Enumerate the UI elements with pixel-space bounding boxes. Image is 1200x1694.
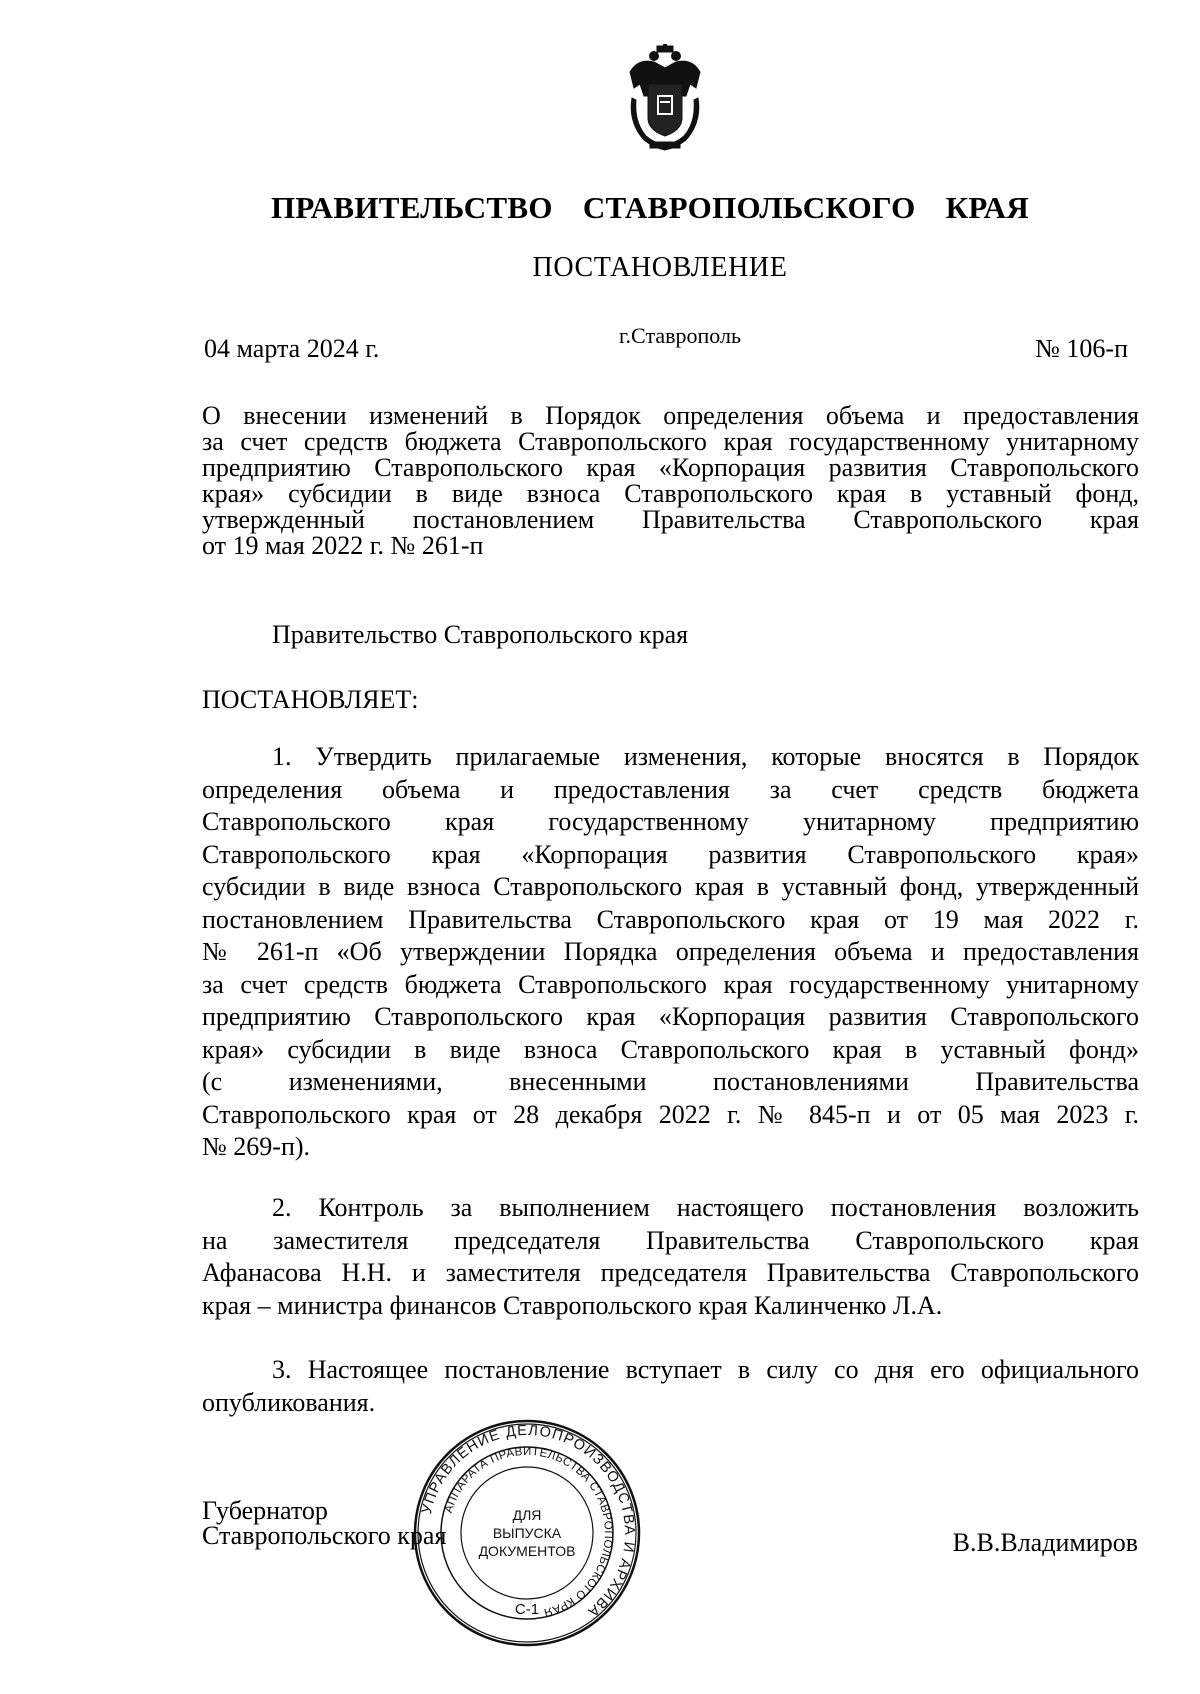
document-date: 04 марта 2024 г. [204, 334, 380, 363]
document-type: ПОСТАНОВЛЕНИЕ [532, 252, 788, 283]
stamp-center-line: ВЫПУСКА [492, 1525, 562, 1541]
subject-line: края» субсидии в виде взноса Ставропольского края в уставный фонд, [202, 479, 1139, 508]
subject-line: О внесении изменений в Порядок определения объема и предоставления [202, 401, 1139, 430]
stamp-center-line: ДОКУМЕНТОВ [478, 1543, 576, 1559]
paragraph-line: постановлением Правительства Ставропольского края от 19 мая 2022 г. [202, 904, 1139, 934]
signature-title-line: Губернатор [202, 1496, 328, 1525]
stamp-outer-text: УПРАВЛЕНИЕ ДЕЛОПРОИЗВОДСТВА И АРХИВА [418, 1422, 638, 1621]
paragraph-line: 1. Утвердить прилагаемые изменения, которые вносятся в Порядок [272, 742, 1139, 771]
paragraph-line: Афанасова Н.Н. и заместителя председателя Правительства Ставропольского [202, 1258, 1139, 1287]
paragraph-line: предприятию Ставропольского края «Корпорация развития Ставропольского [202, 1002, 1139, 1031]
stamp-center-line: ДЛЯ [512, 1507, 542, 1523]
preamble-verb: ПОСТАНОВЛЯЕТ: [202, 685, 419, 714]
paragraph-line: Ставропольского края государственному унитарному предприятию [202, 807, 1139, 836]
official-stamp [412, 1418, 642, 1648]
paragraph-line: за счет средств бюджета Ставропольского края государственному унитарному [202, 969, 1139, 999]
subject-line: за счет средств бюджета Ставропольского края государственному унитарному [202, 427, 1139, 456]
paragraph-line: 2. Контроль за выполнением настоящего постановления возложить [272, 1193, 1139, 1222]
paragraph-line: Ставропольского края от 28 декабря 2022 г. № 845-п и от 05 мая 2023 г. [202, 1099, 1139, 1129]
subject-line: предприятию Ставропольского края «Корпорация развития Ставропольского [202, 453, 1139, 482]
paragraph-line: края» субсидии в виде взноса Ставропольского края в уставный фонд» [202, 1034, 1139, 1064]
paragraph-line: № 261-п «Об утверждении Порядка определения объема и предоставления [202, 937, 1139, 966]
paragraph-2 [202, 1192, 1139, 1322]
document-city: г.Ставрополь [619, 323, 741, 348]
stamp-inner-text: АППАРАТА ПРАВИТЕЛЬСТВА СТАВРОПОЛЬСКОГО КРАЯ [442, 1445, 615, 1619]
paragraph-line: № 269-п). [202, 1132, 311, 1161]
stamp-code: С-1 [514, 1601, 540, 1618]
signer-name: В.В.Владимиров [952, 1528, 1138, 1557]
paragraph-line: края – министра финансов Ставропольского края Калинченко Л.А. [202, 1290, 943, 1320]
paragraph-line: определения объема и предоставления за счет средств бюджета [202, 774, 1139, 804]
document-subject [202, 403, 1139, 559]
subject-line: от 19 мая 2022 г. № 261-п [202, 531, 484, 560]
paragraph-line: на заместителя председателя Правительства Ставропольского края [202, 1225, 1139, 1255]
paragraph-3 [202, 1354, 1139, 1419]
paragraph-line: 3. Настоящее постановление вступает в силу со дня его официального [272, 1355, 1139, 1384]
preamble-subject: Правительство Ставропольского края [272, 620, 689, 649]
subject-line: утвержденный постановлением Правительства Ставропольского края [202, 505, 1139, 534]
paragraph-line: Ставропольского края «Корпорация развития Ставропольского края» [202, 839, 1139, 869]
organization-title: ПРАВИТЕЛЬСТВО СТАВРОПОЛЬСКОГО КРАЯ [270, 190, 1030, 225]
stavropol-coat-of-arms-icon [624, 44, 706, 152]
paragraph-line: субсидии в виде взноса Ставропольского края в уставный фонд, утвержденный [202, 872, 1139, 901]
signature-title [202, 1498, 446, 1548]
paragraph-1 [202, 741, 1139, 1164]
paragraph-line: опубликования. [202, 1387, 376, 1417]
signature-title-line: Ставропольского края [202, 1521, 447, 1550]
document-number: № 106-п [1035, 334, 1128, 363]
paragraph-line: (с изменениями, внесенными постановлениями Правительства [202, 1067, 1139, 1096]
